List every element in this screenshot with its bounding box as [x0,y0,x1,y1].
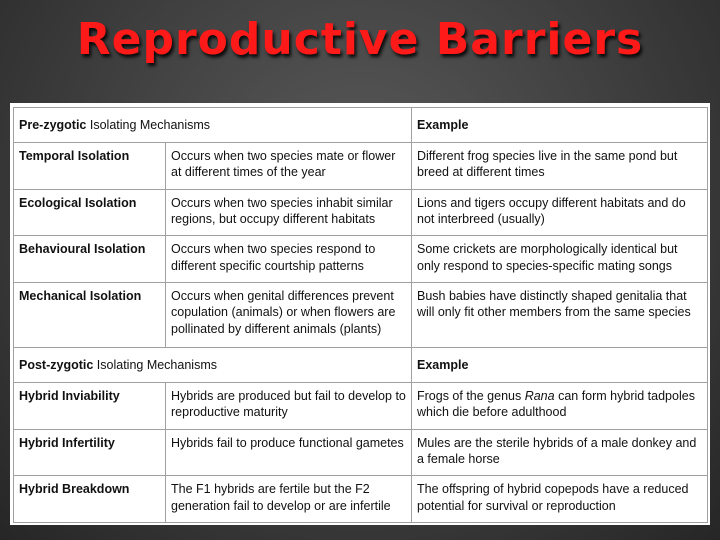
mechanism-description: The F1 hybrids are fertile but the F2 generation fail to develop or are infertile [166,476,412,523]
mechanism-name: Temporal Isolation [14,143,166,190]
mechanism-description: Occurs when two species respond to different specific courtship patterns [166,236,412,283]
postzygotic-header [14,347,412,382]
postzygotic-header-rest: Isolating Mechanisms [93,357,217,372]
mechanism-name: Hybrid Infertility [14,429,166,476]
mechanism-name: Mechanical Isolation [14,283,166,348]
mechanism-example: Lions and tigers occupy different habitats and do not interbreed (usually) [412,189,708,236]
mechanism-description: Hybrids fail to produce functional gametes [166,429,412,476]
mechanism-name: Hybrid Breakdown [14,476,166,523]
prezygotic-header-rest: Isolating Mechanisms [86,117,211,132]
mechanism-example [412,382,708,429]
mechanism-name: Ecological Isolation [14,189,166,236]
mechanism-description: Hybrids are produced but fail to develop to reproductive maturity [166,382,412,429]
table-row [14,429,708,476]
mechanism-name: Hybrid Inviability [14,382,166,429]
mechanism-example: The offspring of hybrid copepods have a reduced potential for survival or reproduction [412,476,708,523]
table-row [14,382,708,429]
mechanism-example: Mules are the sterile hybrids of a male donkey and a female horse [412,429,708,476]
example-text-post: can form hybrid tadpoles which die before adulthood [417,388,695,420]
prezygotic-example-header: Example [412,108,708,143]
postzygotic-header-row [14,347,708,382]
genus-name: Rana [524,388,555,403]
mechanism-description: Occurs when two species mate or flower at different times of the year [166,143,412,190]
table-row [14,283,708,348]
isolating-mechanisms-table [10,103,710,525]
mechanism-name: Behavioural Isolation [14,236,166,283]
prezygotic-header-bold: Pre-zygotic [19,117,87,132]
table-row [14,236,708,283]
slide-title: Reproductive Barriers [76,14,644,65]
prezygotic-header [14,108,412,143]
prezygotic-header-row [14,108,708,143]
mechanism-example: Different frog species live in the same pond but breed at different times [412,143,708,190]
example-text-pre: Frogs of the genus [417,388,525,403]
mechanism-description: Occurs when two species inhabit similar regions, but occupy different habitats [166,189,412,236]
mechanism-example: Some crickets are morphologically identical but only respond to species-specific mating songs [412,236,708,283]
table-row [14,189,708,236]
table-row [14,476,708,523]
mechanism-example: Bush babies have distinctly shaped genitalia that will only fit other members from the same species [412,283,708,348]
postzygotic-example-header: Example [412,347,708,382]
mechanism-description: Occurs when genital differences prevent copulation (animals) or when flowers are pollinated by different animals (plants) [166,283,412,348]
table-row [14,143,708,190]
postzygotic-header-bold: Post-zygotic [19,357,94,372]
